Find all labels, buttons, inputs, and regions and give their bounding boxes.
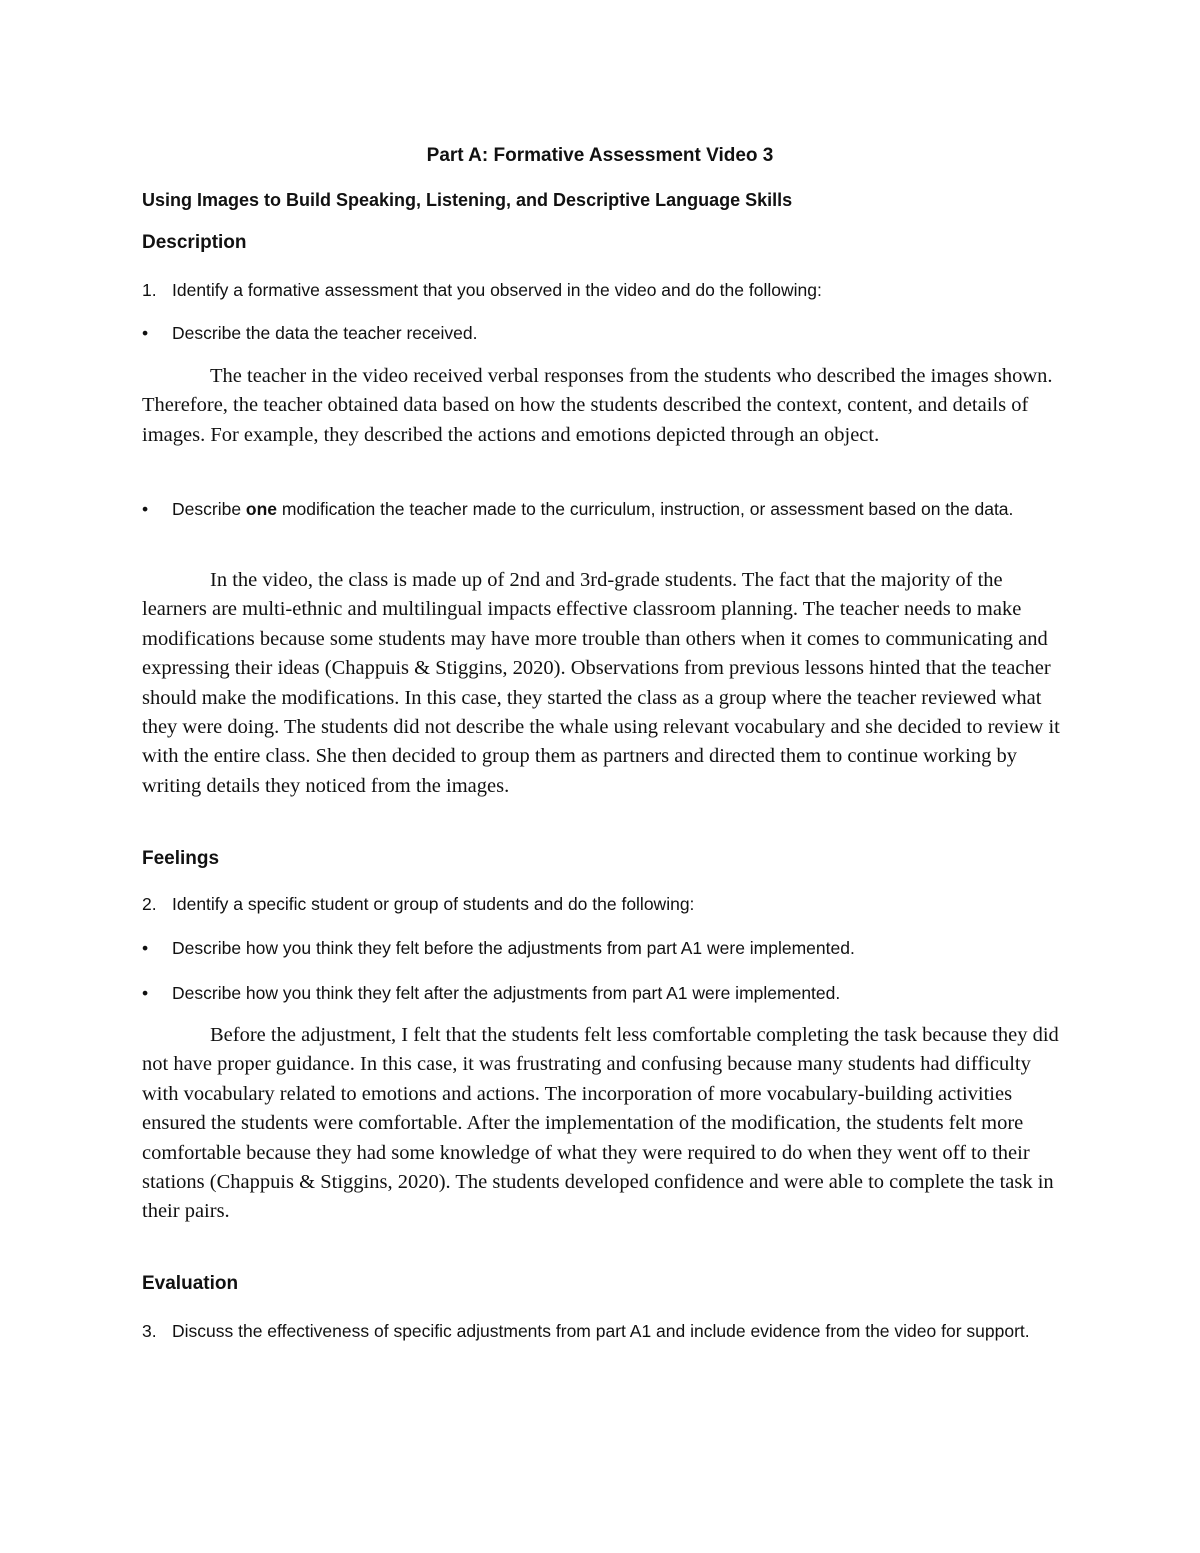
- answer-paragraph-3: Before the adjustment, I felt that the students felt less comfortable completing the task because they did not have proper guidance. In this case, it was frustrating and confusing because many students had difficulty with vocabulary related to emotions and actions. The incorporation of more vocabulary-building activities ensured the students were comfortable. After the implementation of the modification, the students felt more comfortable because they had some knowledge of what they were required to do when they went off to their stations (Chappuis & Stiggins, 2020). The students developed confidence and were able to complete the task in their pairs.: [142, 1024, 1059, 1223]
- bullet-prompt-3: [142, 934, 1057, 962]
- bullet-symbol: •: [142, 983, 149, 1003]
- bullet-prompt-1: [142, 319, 1057, 347]
- answer-paragraph-2: In the video, the class is made up of 2nd and 3rd-grade students. The fact that the majority of the learners are multi-ethnic and multilingual impacts effective classroom planning. The teacher needs to make modifications because some students may have more trouble than others when it comes to communicating and expressing their ideas (Chappuis & Stiggins, 2020). Observations from previous lessons hinted that the teacher should make the modifications. In this case, they started the class as a group where the teacher reviewed what they were doing. The students did not describe the whale using relevant vocabulary and she decided to review it with the entire class. She then decided to group them as partners and directed them to continue working by writing details they noticed from the images.: [142, 569, 1060, 797]
- section-heading-evaluation: Evaluation: [142, 1273, 239, 1294]
- bullet-prompt-4: [142, 979, 1057, 1007]
- answer-paragraph-1: The teacher in the video received verbal responses from the students who described the images shown. Therefore, the teacher obtained data based on how the students described the context, content, and details of images. For example, they described the actions and emotions depicted through an object.: [142, 365, 1053, 446]
- prompt-text: Identify a formative assessment that you observed in the video and do the following:: [172, 280, 822, 300]
- bullet-symbol: •: [142, 938, 149, 958]
- bullet-text: Describe how you think they felt after the adjustments from part A1 were implemented.: [172, 983, 841, 1003]
- prompt-number: 3.: [142, 1321, 157, 1341]
- numbered-prompt-2: [142, 890, 1052, 918]
- bullet-symbol: •: [142, 499, 149, 519]
- bullet-text-start: Describe: [172, 499, 246, 519]
- section-heading-description: Description: [142, 232, 247, 253]
- numbered-prompt-3: [142, 1317, 1052, 1345]
- bullet-text: Describe the data the teacher received.: [172, 323, 478, 343]
- document-title: Part A: Formative Assessment Video 3: [426, 145, 774, 166]
- bullet-text-emphasis: one: [245, 499, 278, 519]
- prompt-text: Identify a specific student or group of students and do the following:: [172, 894, 695, 914]
- numbered-prompt-1: [142, 276, 1052, 304]
- prompt-text: Discuss the effectiveness of specific adjustments from part A1 and include evidence from the video for support.: [172, 1321, 1030, 1341]
- bullet-symbol: •: [142, 323, 149, 343]
- prompt-number: 2.: [142, 894, 157, 914]
- document-subtitle: Using Images to Build Speaking, Listening, and Descriptive Language Skills: [142, 190, 793, 210]
- bullet-text-end: modification the teacher made to the curriculum, instruction, or assessment based on the data.: [277, 499, 1014, 519]
- section-heading-feelings: Feelings: [142, 848, 220, 869]
- prompt-number: 1.: [142, 280, 157, 300]
- bullet-text: Describe how you think they felt before the adjustments from part A1 were implemented.: [172, 938, 855, 958]
- bullet-prompt-2: [142, 495, 1057, 523]
